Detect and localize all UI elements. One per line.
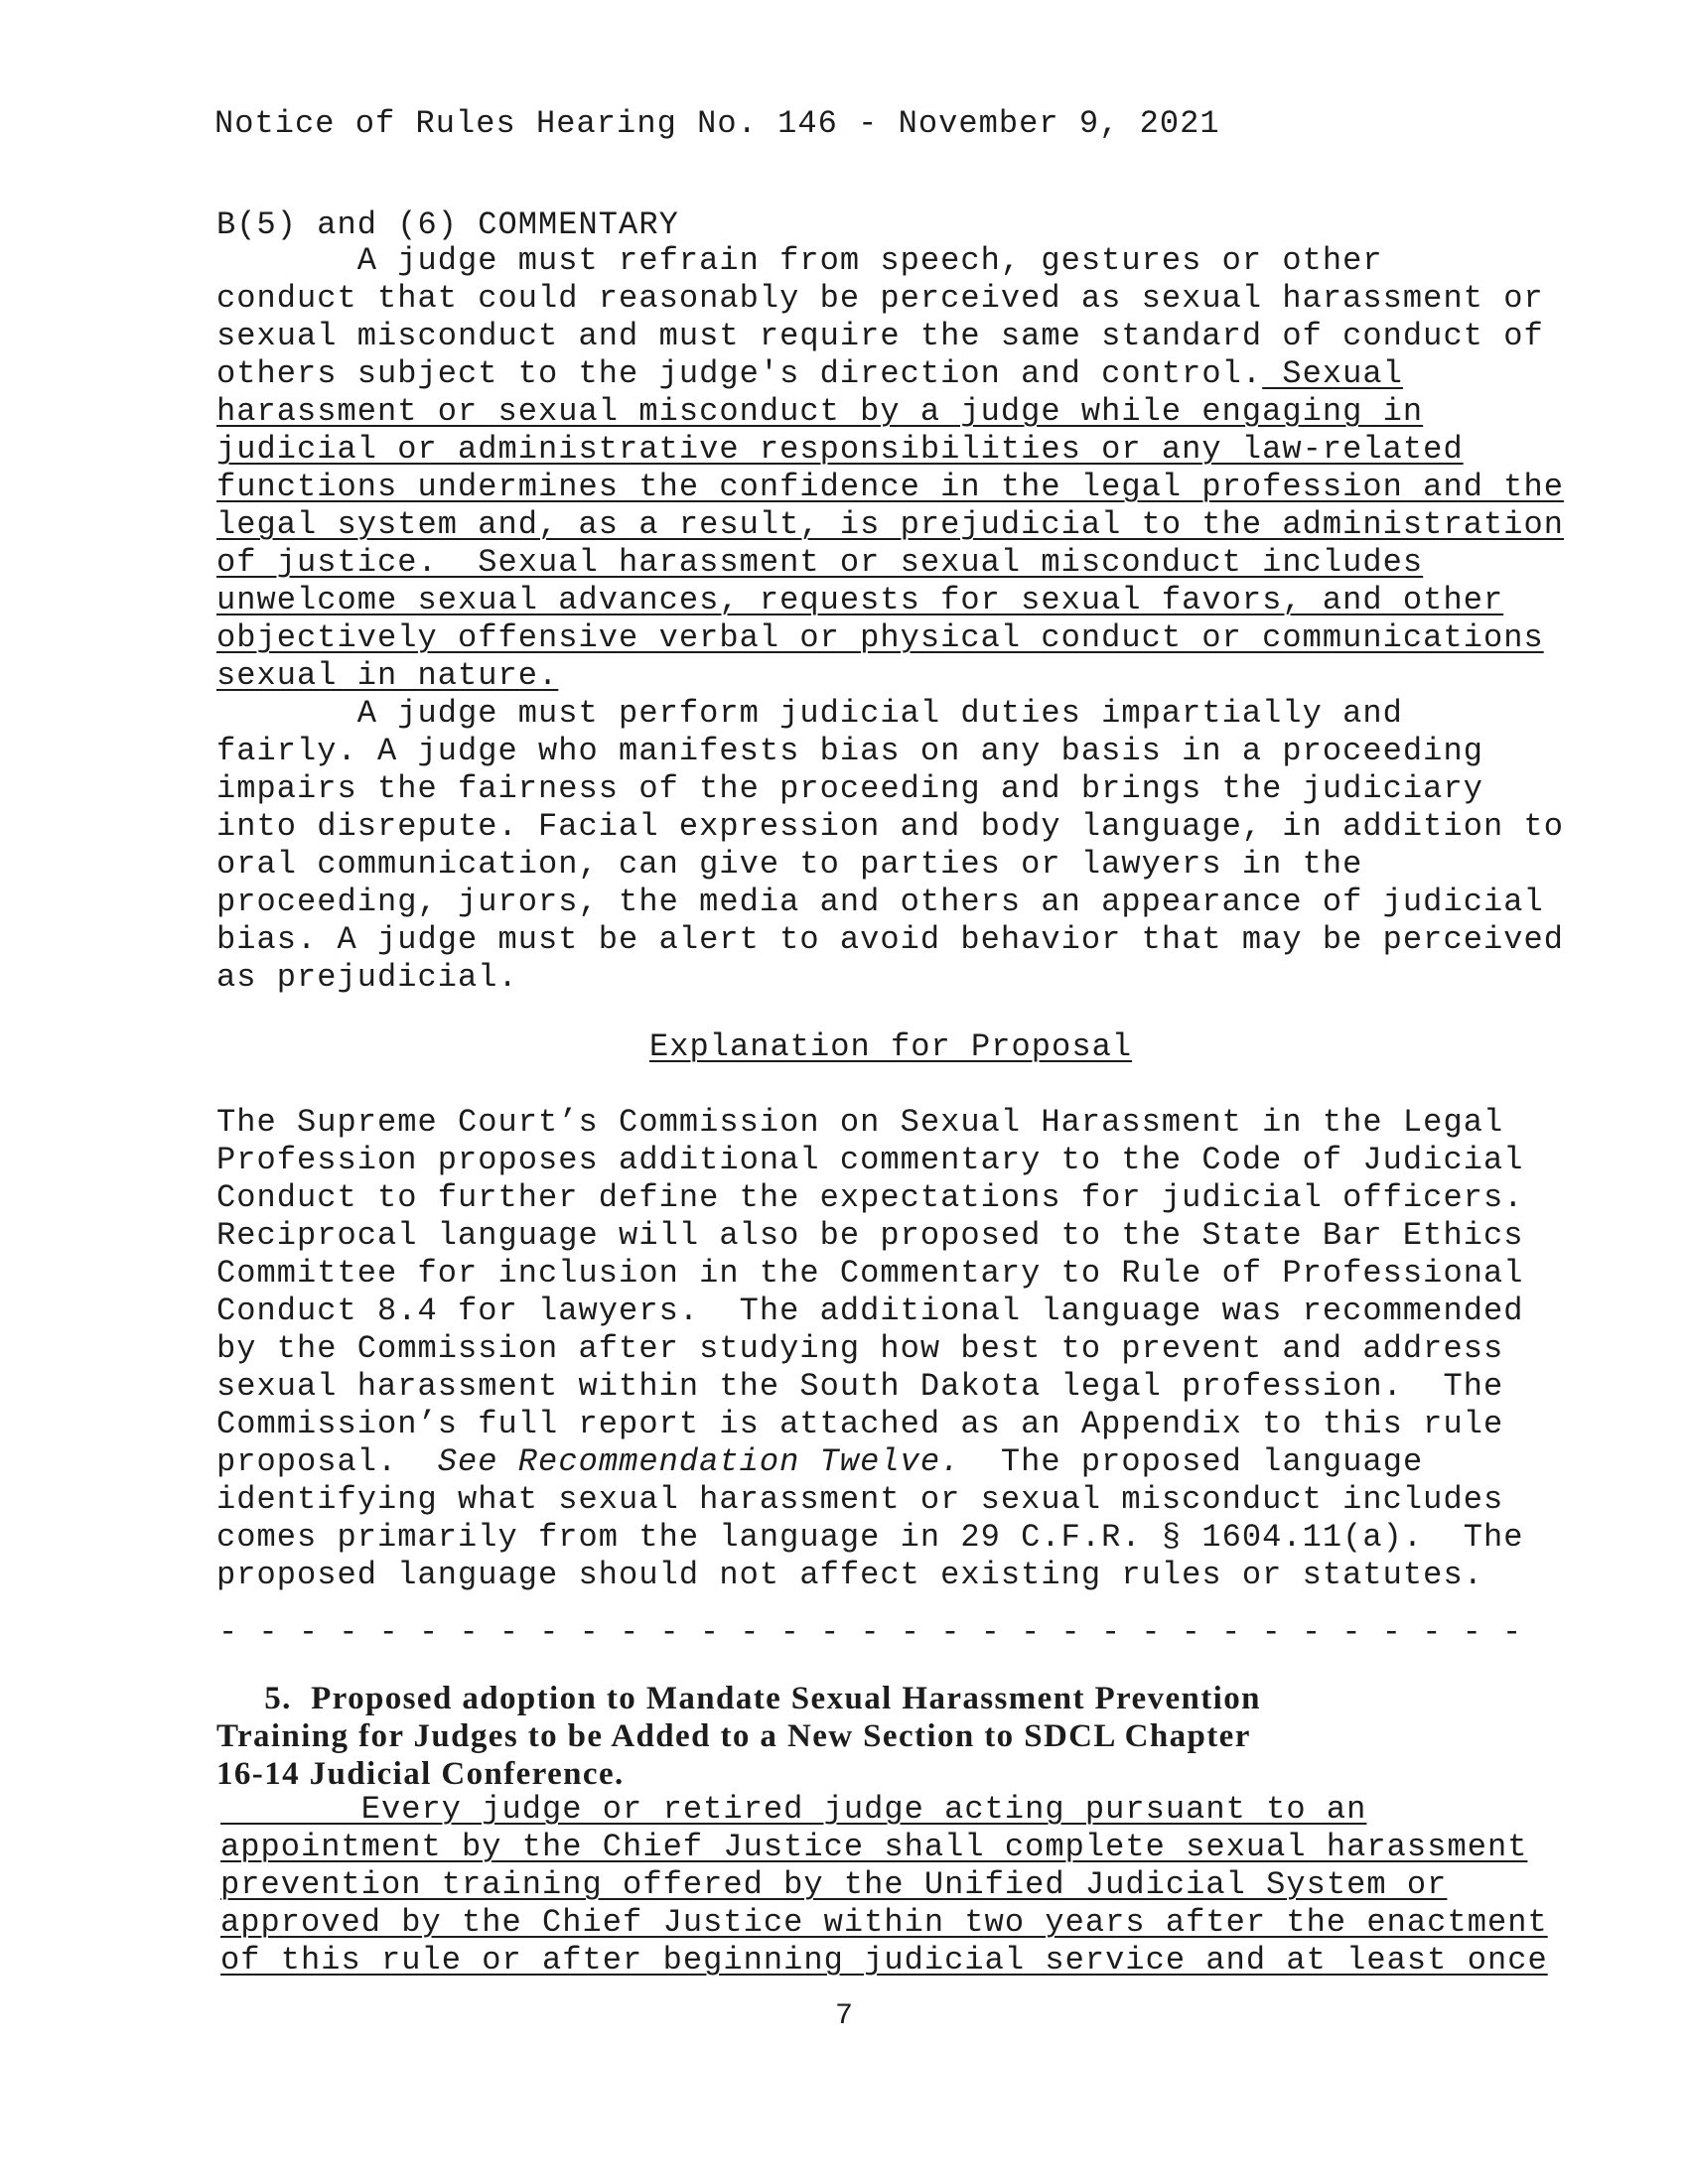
- commentary-text: others subject to the judge's direction and control.: [216, 355, 1263, 392]
- explanation-line: sexual harassment within the South Dakota legal profession. The: [216, 1368, 1504, 1405]
- commentary-line: oral communication, can give to parties or lawyers in the: [216, 846, 1363, 883]
- commentary-line: as prejudicial.: [216, 959, 518, 996]
- commentary-line: into disrepute. Facial expression and body language, in addition to: [216, 808, 1564, 845]
- item5-added-line: Every judge or retired judge acting pursuant to an: [220, 1791, 1367, 1828]
- commentary-line: proceeding, jurors, the media and others an appearance of judicial: [216, 884, 1544, 920]
- explanation-line: [216, 1443, 1423, 1481]
- explanation-line: Profession proposes additional commentary to the Code of Judicial: [216, 1142, 1524, 1178]
- page-number: 7: [834, 1999, 853, 2033]
- added-commentary-line: unwelcome sexual advances, requests for sexual favors, and other: [216, 582, 1504, 618]
- item5-added-line: approved by the Chief Justice within two years after the enactment: [220, 1904, 1548, 1941]
- explanation-text: proposal.: [216, 1443, 438, 1480]
- item5-heading-line: 16-14 Judicial Conference.: [216, 1756, 625, 1792]
- explanation-line: Committee for inclusion in the Commentary to Rule of Professional: [216, 1255, 1524, 1292]
- added-commentary-line: functions undermines the confidence in the legal profession and the: [216, 469, 1564, 505]
- explanation-line: proposed language should not affect existing rules or statutes.: [216, 1557, 1483, 1593]
- item5-added-line: appointment by the Chief Justice shall complete sexual harassment: [220, 1829, 1528, 1865]
- added-commentary-line: legal system and, as a result, is prejudicial to the administration: [216, 506, 1564, 543]
- explanation-line: Conduct to further define the expectations for judicial officers.: [216, 1179, 1524, 1216]
- added-commentary-line: of justice. Sexual harassment or sexual misconduct includes: [216, 544, 1424, 581]
- item5-added-line: prevention training offered by the Unified Judicial System or: [220, 1866, 1448, 1903]
- commentary-line: conduct that could reasonably be perceived as sexual harassment or: [216, 280, 1544, 317]
- item5-heading-line: Training for Judges to be Added to a New Section to SDCL Chapter: [216, 1718, 1251, 1754]
- added-commentary-line: harassment or sexual misconduct by a judge while engaging in: [216, 393, 1424, 430]
- item5-added-line: of this rule or after beginning judicial service and at least once: [220, 1942, 1548, 1979]
- commentary-line: sexual misconduct and must require the same standard of conduct of: [216, 318, 1544, 354]
- commentary-line: A judge must refrain from speech, gestures or other: [216, 242, 1383, 279]
- commentary-line: A judge must perform judicial duties impartially and: [216, 695, 1403, 732]
- commentary-line: fairly. A judge who manifests bias on any basis in a proceeding: [216, 733, 1483, 769]
- section-heading: B(5) and (6) COMMENTARY: [216, 206, 679, 243]
- added-text: Sexual: [1262, 355, 1403, 392]
- explanation-line: Commission’s full report is attached as an Appendix to this rule: [216, 1406, 1504, 1442]
- explanation-line: Conduct 8.4 for lawyers. The additional language was recommended: [216, 1293, 1524, 1329]
- recommendation-reference: See Recommendation Twelve.: [437, 1443, 961, 1480]
- commentary-line: impairs the fairness of the proceeding and brings the judiciary: [216, 770, 1483, 807]
- explanation-line: comes primarily from the language in 29 C.F.R. § 1604.11(a). The: [216, 1519, 1524, 1556]
- item5-heading-line: 5. Proposed adoption to Mandate Sexual Harassment Prevention: [216, 1681, 1261, 1716]
- added-commentary-line: objectively offensive verbal or physical conduct or communications: [216, 619, 1544, 656]
- added-commentary-line: sexual in nature.: [216, 657, 559, 694]
- explanation-line: The Supreme Court’s Commission on Sexual Harassment in the Legal: [216, 1104, 1504, 1141]
- explanation-text: The proposed language: [960, 1443, 1424, 1480]
- commentary-line: [216, 355, 1403, 393]
- explanation-line: identifying what sexual harassment or sexual misconduct includes: [216, 1481, 1504, 1518]
- dashed-separator: - - - - - - - - - - - - - - - - - - - - - - - - - - - - - - - - -: [218, 1614, 1523, 1651]
- page-header: Notice of Rules Hearing No. 146 - November 9, 2021: [214, 105, 1220, 142]
- added-commentary-line: judicial or administrative responsibilities or any law-related: [216, 431, 1464, 468]
- explanation-heading: Explanation for Proposal: [649, 1028, 1133, 1065]
- explanation-line: Reciprocal language will also be proposed to the State Bar Ethics: [216, 1217, 1524, 1254]
- explanation-line: by the Commission after studying how best to prevent and address: [216, 1330, 1504, 1367]
- commentary-line: bias. A judge must be alert to avoid behavior that may be perceived: [216, 921, 1564, 958]
